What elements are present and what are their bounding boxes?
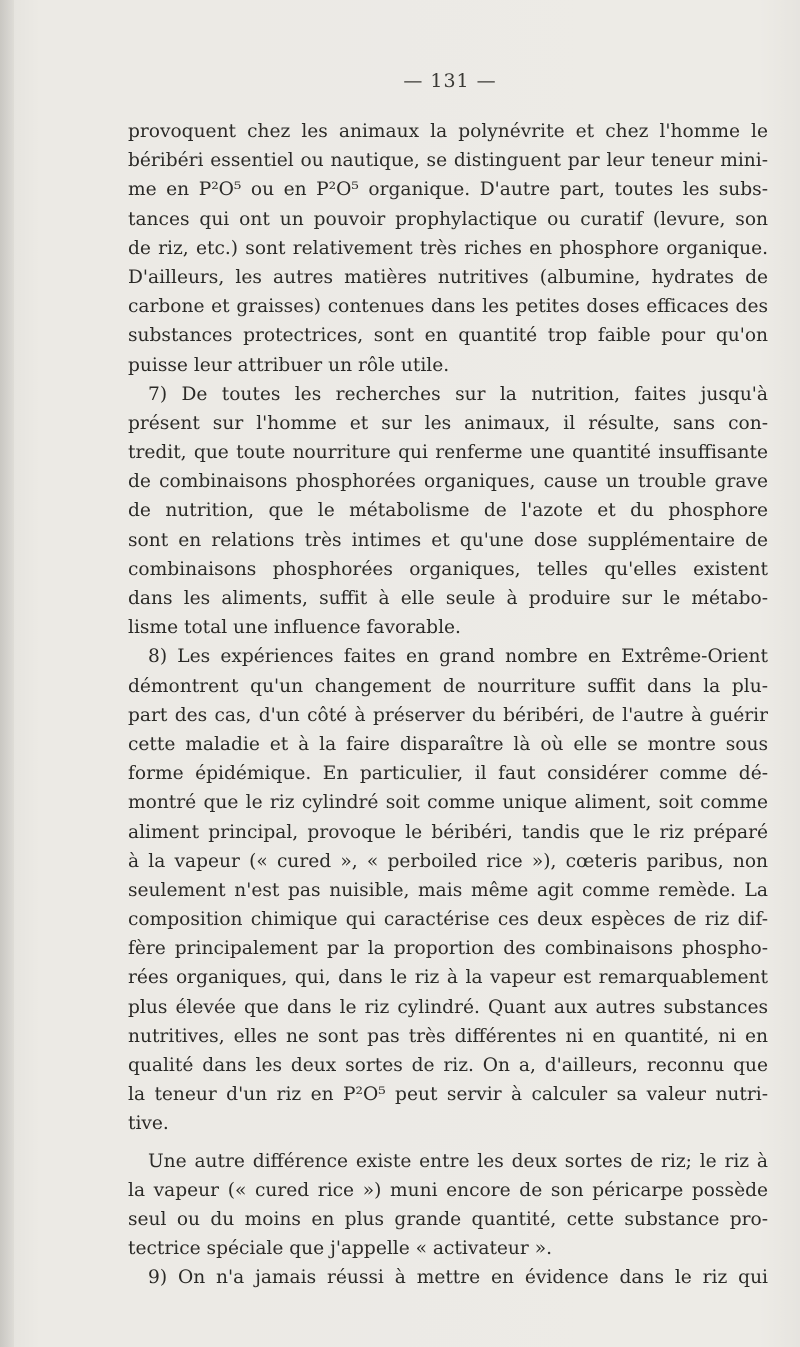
text-line: puisse leur attribuer un rôle utile.	[128, 354, 450, 376]
text-line: de combinaisons phosphorées organiques, cause un trouble grave	[128, 471, 768, 493]
text-line: de riz, etc.) sont relativement très riches en phosphore organique.	[128, 237, 768, 259]
text-line: D'ailleurs, les autres matières nutritives (albumine, hydrates de	[128, 266, 768, 288]
text-line: montré que le riz cylindré soit comme unique aliment, soit comme	[128, 792, 768, 814]
text-line: la vapeur (« cured rice ») muni encore de son péricarpe possède	[128, 1179, 768, 1201]
text-line: tectrice spéciale que j'appelle « activateur ».	[128, 1238, 552, 1260]
text-line: à la vapeur (« cured », « perboiled rice »), cœteris paribus, non	[128, 850, 768, 872]
text-line: substances protectrices, sont en quantité trop faible pour qu'on	[128, 325, 768, 347]
text-line: la teneur d'un riz en P²O⁵ peut servir à calculer sa valeur nutri-	[128, 1084, 768, 1106]
text-line: 8) Les expériences faites en grand nombre en Extrême-Orient	[148, 646, 768, 668]
text-line: plus élevée que dans le riz cylindré. Quant aux autres substances	[128, 996, 768, 1018]
paragraph-continued	[128, 117, 768, 380]
text-line: combinaisons phosphorées organiques, telles qu'elles existent	[128, 558, 768, 580]
text-line: forme épidémique. En particulier, il faut considérer comme dé-	[128, 763, 768, 785]
text-line: part des cas, d'un côté à préserver du béribéri, de l'autre à guérir	[128, 704, 768, 726]
text-line: carbone et graisses) contenues dans les petites doses efficaces des	[128, 296, 768, 318]
paragraph-9	[128, 1263, 768, 1292]
text-line: provoquent chez les animaux la polynévrite et chez l'homme le	[128, 121, 768, 142]
text-line: Une autre différence existe entre les deux sortes de riz; le riz à	[148, 1150, 768, 1172]
paragraph-8	[128, 642, 768, 1138]
text-line: 9) On n'a jamais réussi à mettre en évidence dans le riz qui	[148, 1267, 768, 1289]
text-line: 7) De toutes les recherches sur la nutrition, faites jusqu'à	[148, 383, 768, 405]
text-line: tances qui ont un pouvoir prophylactique ou curatif (levure, son	[128, 208, 768, 230]
text-line: composition chimique qui caractérise ces deux espèces de riz dif-	[128, 909, 768, 931]
paragraph-7	[128, 380, 768, 643]
text-line: qualité dans les deux sortes de riz. On a, d'ailleurs, reconnu que	[128, 1055, 768, 1076]
page-number: — 131 —	[403, 70, 497, 92]
text-line: tredit, que toute nourriture qui renferme une quantité insuffisante	[128, 442, 768, 464]
text-line: sont en relations très intimes et qu'une dose supplémentaire de	[128, 529, 768, 551]
text-line: me en P²O⁵ ou en P²O⁵ organique. D'autre part, toutes les subs-	[128, 179, 768, 201]
text-line: aliment principal, provoque le béribéri, tandis que le riz préparé	[128, 821, 768, 843]
text-line: de nutrition, que le métabolisme de l'azote et du phosphore	[128, 500, 768, 522]
paragraph-activateur	[128, 1147, 768, 1264]
text-line: seulement n'est pas nuisible, mais même agit comme remède. La	[128, 879, 768, 901]
page-binding-edge	[0, 0, 14, 1347]
text-line: rées organiques, qui, dans le riz à la vapeur est remarquablement	[128, 967, 768, 989]
text-line: fère principalement par la proportion des combinaisons phospho-	[128, 938, 768, 960]
text-line: nutritives, elles ne sont pas très différentes ni en quantité, ni en	[128, 1025, 768, 1047]
text-line: dans les aliments, suffit à elle seule à produire sur le métabo-	[128, 588, 768, 609]
text-line: présent sur l'homme et sur les animaux, il résulte, sans con-	[128, 412, 768, 434]
text-line: lisme total une influence favorable.	[128, 617, 461, 639]
text-line: béribéri essentiel ou nautique, se distinguent par leur teneur mini-	[128, 150, 768, 172]
body-text	[128, 117, 768, 1293]
text-line: seul ou du moins en plus grande quantité, cette substance pro-	[128, 1208, 768, 1230]
text-line: démontrent qu'un changement de nourriture suffit dans la plu-	[128, 675, 768, 697]
paragraph-spacer	[128, 1139, 768, 1147]
text-line: tive.	[128, 1113, 169, 1135]
text-line: cette maladie et à la faire disparaître là où elle se montre sous	[128, 733, 768, 755]
